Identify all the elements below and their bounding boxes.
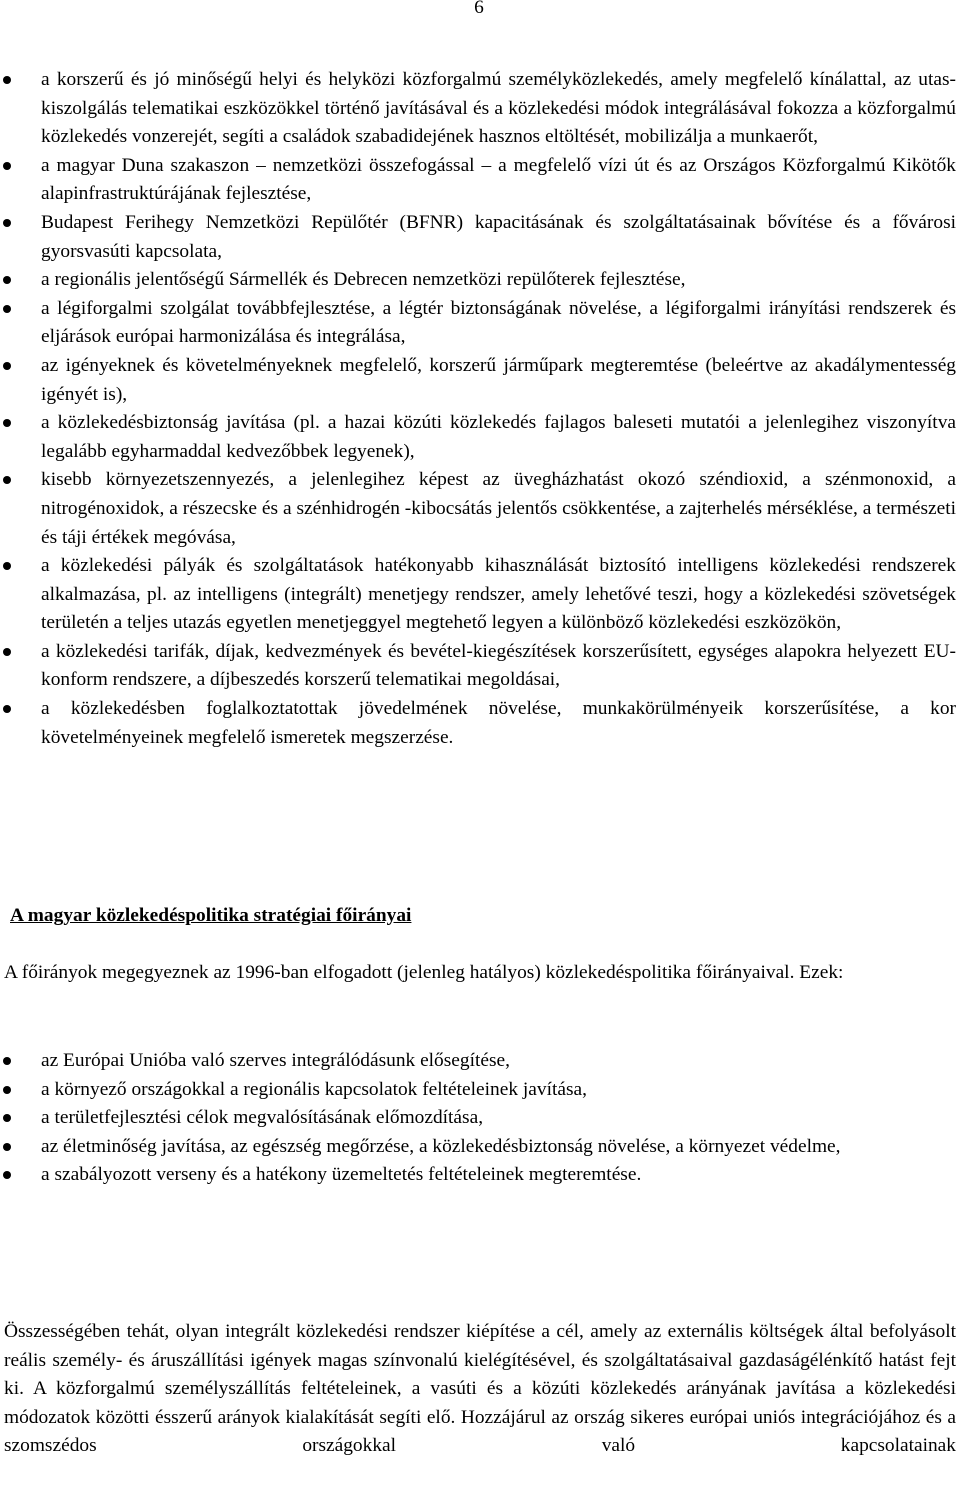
list-item: [0, 552, 956, 638]
bullet-icon: [3, 1086, 11, 1094]
bullet-icon: [3, 419, 11, 427]
goals-bullet-list: [0, 66, 956, 752]
list-item-text: a közlekedési pályák és szolgáltatások hatékonyabb kihasználását biztosító intelligens közlekedési rendszerek alkalmazása, pl. az intelligens (integrált) menetjegy rendszer, amely lehetővé teszi, hogy a közlekedési szövetségek területén a teljes utazás egyetlen menetjeggyel megtehető legyen a különböző közlekedési eszközökön,: [41, 555, 956, 634]
list-item-text: a közlekedésben foglalkoztatottak jövedelmének növelése, munkakörülményeik korszerűsítése, a kor követelményeinek megfelelő ismeretek megszerzése.: [41, 698, 956, 748]
list-item-text: a korszerű és jó minőségű helyi és helyközi közforgalmú személyközlekedés, amely megfelelő kínálattal, az utas-kiszolgálás telematikai eszközökkel történő javításával és a közlekedési módok integrálásával fokozza a közforgalmú közlekedés vonzerejét, segíti a családok szabadidejének hasznos eltöltését, mobilizálja a munkaerőt,: [41, 69, 956, 148]
list-item-text: Budapest Ferihegy Nemzetközi Repülőtér (BFNR) kapacitásának és szolgáltatásainak bővítése és a fővárosi gyorsvasúti kapcsolata,: [41, 211, 956, 262]
list-item-text: az igényeknek és követelményeknek megfelelő, korszerű járműpark megteremtése (beleértve az akadálymentesség igényét is),: [41, 354, 956, 405]
list-item: [0, 1161, 956, 1190]
list-item-text: a környező országokkal a regionális kapcsolatok feltételeinek javítása,: [41, 1078, 587, 1100]
list-item-text: a magyar Duna szakaszon – nemzetközi összefogással – a megfelelő vízi út és az Országos Közforgalmú Kikötők alapinfrastruktúrájának fejlesztése,: [41, 154, 956, 205]
bullet-icon: [3, 76, 11, 84]
bullet-icon: [3, 162, 11, 170]
bullet-icon: [3, 1171, 11, 1179]
list-item: [0, 209, 956, 266]
list-item: [0, 1047, 956, 1076]
bullet-icon: [3, 362, 11, 370]
list-item-text: kisebb környezetszennyezés, a jelenlegihez képest az üvegházhatást okozó széndioxid, a szénmonoxid, a nitrogénoxidok, a részecske és a szénhidrogén -kibocsátás jelentős csökkentése, a zajterhelés mérséklése, a természeti és táji értékek megóvása,: [41, 469, 956, 548]
bullet-icon: [3, 1057, 11, 1065]
list-item-text: a közlekedésbiztonság javítása (pl. a hazai közúti közlekedés fajlagos baleseti mutatói a jelenlegihez viszonyítva legalább egyharmaddal kedvezőbbek legyenek),: [41, 412, 956, 462]
bullet-icon: [3, 648, 11, 656]
bullet-icon: [3, 276, 11, 284]
list-item: [0, 266, 956, 295]
bullet-icon: [3, 305, 11, 313]
list-item-text: az Európai Unióba való szerves integrálódásunk elősegítése,: [41, 1050, 510, 1071]
list-item: [0, 638, 956, 695]
section-heading: A magyar közlekedéspolitika stratégiai főirányai: [10, 905, 412, 926]
list-item: [0, 66, 956, 152]
list-item-text: a légiforgalmi szolgálat továbbfejlesztése, a légtér biztonságának növelése, a légiforgalmi irányítási rendszerek és eljárások európai harmonizálása és integrálása,: [41, 297, 956, 348]
list-item: [0, 152, 956, 209]
main-directions-bullet-list: [0, 1047, 956, 1190]
bullet-icon: [3, 562, 11, 570]
list-item: [0, 695, 956, 752]
list-item-text: a közlekedési tarifák, díjak, kedvezmények és bevétel-kiegészítések korszerűsített, egységes alapokra helyezett EU-konform rendszere, a díjbeszedés korszerű telematikai megoldásai,: [41, 640, 956, 691]
list-item: [0, 466, 956, 552]
bullet-icon: [3, 1143, 11, 1151]
list-item: [0, 295, 956, 352]
list-item: [0, 1104, 956, 1133]
bullet-icon: [3, 705, 11, 713]
list-item-text: a területfejlesztési célok megvalósításának előmozdítása,: [41, 1107, 484, 1129]
list-item: [0, 409, 956, 466]
list-item: [0, 1076, 956, 1105]
bullet-icon: [3, 219, 11, 227]
section-intro-paragraph: A főirányok megegyeznek az 1996-ban elfogadott (jelenleg hatályos) közlekedéspolitika főirányaival. Ezek:: [4, 962, 844, 983]
bullet-icon: [3, 476, 11, 484]
page-number: 6: [474, 0, 484, 18]
bullet-icon: [3, 1114, 11, 1122]
list-item: [0, 1133, 956, 1162]
summary-paragraph: Összességében tehát, olyan integrált közlekedési rendszer kiépítése a cél, amely az externális költségek által befolyásolt reális személy- és áruszállítási igények magas színvonalú kielégítésével, és szolgáltatásaival gazdaságélénkítő hatást fejt ki. A közforgalmú személyszállítás feltételeinek, a vasúti és a közúti közlekedés arányának javítása a közlekedési módozatok közötti ésszerű arányok kialakítását segíti elő. Hozzájárul az ország sikeres európai uniós integrációjához és a szomszédos országokkal való kapcsolatainak: [4, 1321, 956, 1457]
list-item-text: a regionális jelentőségű Sármellék és Debrecen nemzetközi repülőterek fejlesztése,: [41, 269, 686, 291]
list-item-text: az életminőség javítása, az egészség megőrzése, a közlekedésbiztonság növelése, a környezet védelme,: [41, 1135, 841, 1157]
list-item-text: a szabályozott verseny és a hatékony üzemeltetés feltételeinek megteremtése.: [41, 1164, 642, 1186]
list-item: [0, 352, 956, 409]
